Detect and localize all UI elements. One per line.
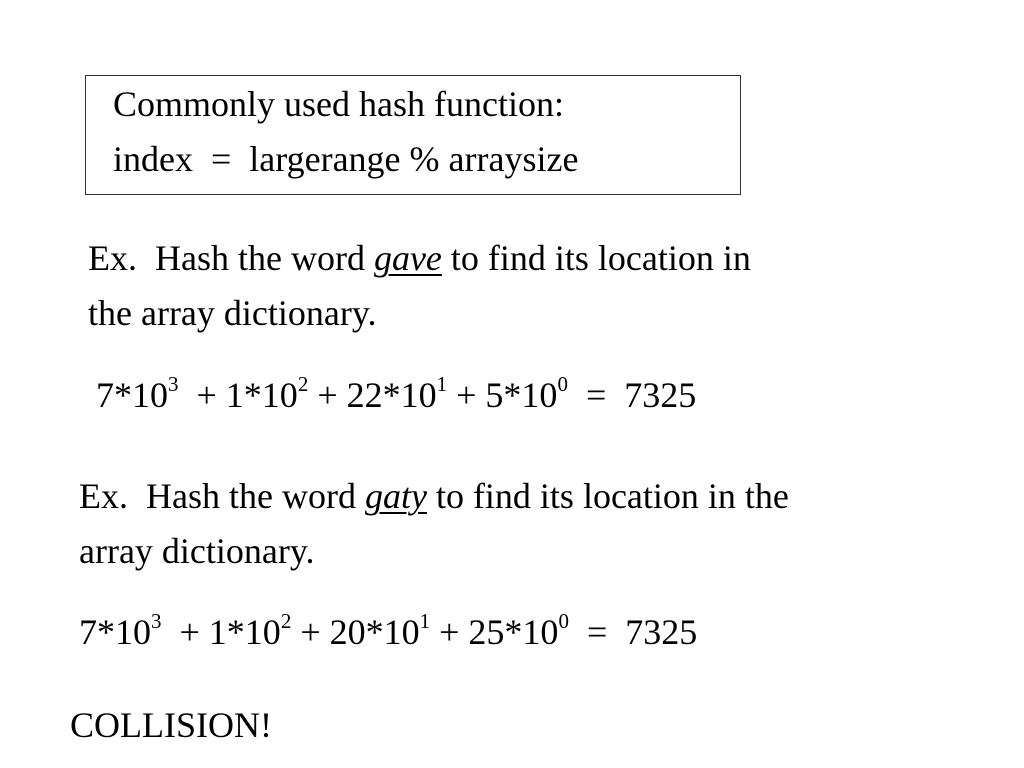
eq2-term4-exponent: 0 — [558, 609, 569, 633]
eq1-term3-base: + 22*10 — [308, 375, 437, 415]
example2-prompt-line-2: array dictionary. — [79, 531, 315, 571]
eq1-term1-base: 7*10 — [96, 375, 168, 415]
eq2-term3-base: + 20*10 — [291, 612, 420, 652]
example2-suffix: to find its location in the — [426, 476, 789, 516]
definition-line-2: index = largerange % arraysize — [113, 139, 579, 179]
definition-line-1: Commonly used hash function: — [113, 84, 564, 124]
example1-suffix: to find its location in — [441, 238, 751, 278]
example1-prefix: Ex. Hash the word — [88, 238, 374, 278]
example1-prompt-line-2: the array dictionary. — [88, 293, 377, 333]
example1-prompt-line-1 — [88, 240, 751, 276]
example2-word: gaty — [364, 476, 427, 516]
example1-word: gave — [373, 238, 442, 278]
example1-equation — [96, 372, 697, 415]
eq1-term2-base: + 1*10 — [178, 375, 298, 415]
example2-equation — [79, 609, 698, 652]
eq2-term1-exponent: 3 — [151, 609, 162, 633]
eq1-term1-exponent: 3 — [168, 372, 179, 396]
eq1-term4-base: + 5*10 — [447, 375, 558, 415]
eq2-result: = 7325 — [568, 612, 698, 652]
example2-prompt-line-1 — [79, 478, 789, 514]
eq2-term3-exponent: 1 — [419, 609, 431, 633]
eq2-term1-base: 7*10 — [79, 612, 151, 652]
eq2-term4-base: + 25*10 — [430, 612, 559, 652]
eq1-term3-exponent: 1 — [436, 372, 448, 396]
eq1-term4-exponent: 0 — [557, 372, 568, 396]
eq2-term2-exponent: 2 — [280, 609, 292, 633]
eq1-term2-exponent: 2 — [297, 372, 309, 396]
eq1-result: = 7325 — [567, 375, 697, 415]
collision-label: COLLISION! — [70, 705, 272, 745]
eq2-term2-base: + 1*10 — [161, 612, 281, 652]
example2-prefix: Ex. Hash the word — [79, 476, 365, 516]
